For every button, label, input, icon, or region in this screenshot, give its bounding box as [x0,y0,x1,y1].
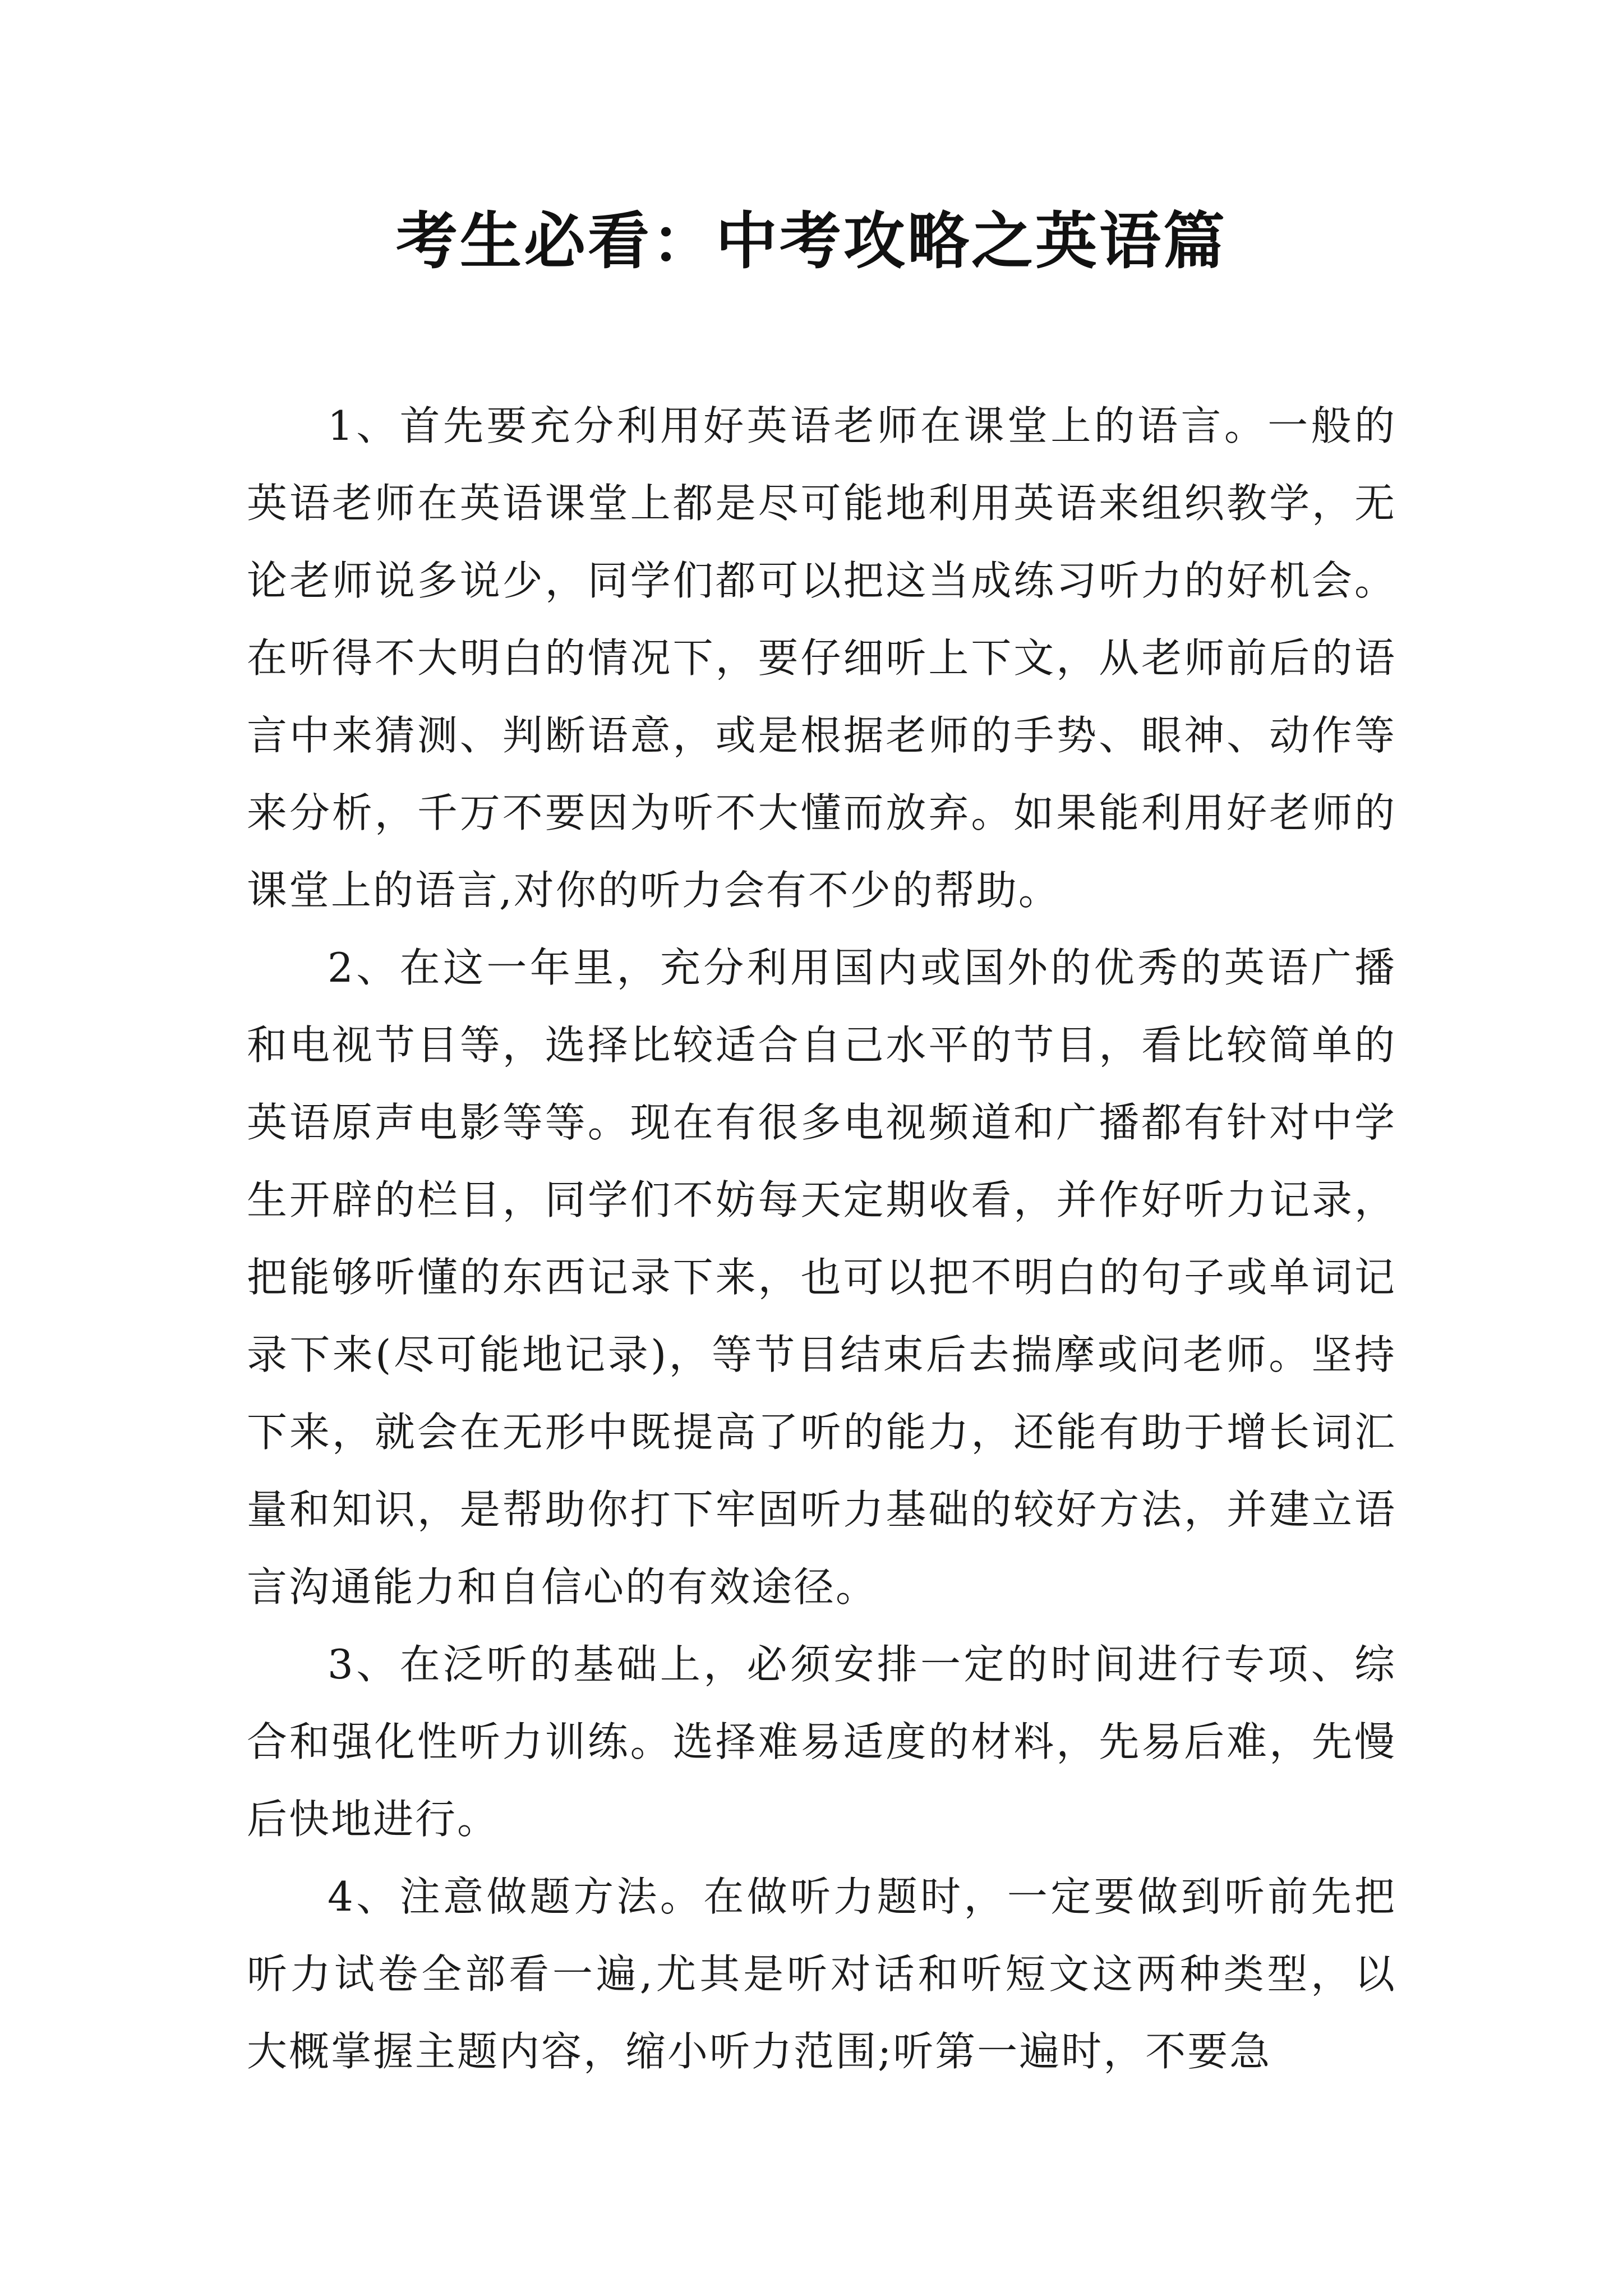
document-title: 考生必看：中考攻略之英语篇 [396,205,1227,277]
document-body [247,387,1396,2090]
paragraph-3: 3、在泛听的基础上，必须安排一定的时间进行专项、综合和强化性听力训练。选择难易适度的材料，先易后难，先慢后快地进行。 [247,1641,1396,1843]
paragraph-4: 4、注意做题方法。在做听力题时，一定要做到听前先把听力试卷全部看一遍,尤其是听对话和听短文这两种类型，以大概掌握主题内容，缩小听力范围;听第一遍时，不要急 [247,1873,1396,2075]
paragraph-2: 2、在这一年里，充分利用国内或国外的优秀的英语广播和电视节目等，选择比较适合自己水平的节目，看比较简单的英语原声电影等等。现在有很多电视频道和广播都有针对中学生开辟的栏目，同学们不妨每天定期收看，并作好听力记录，把能够听懂的东西记录下来，也可以把不明白的句子或单词记录下来(尽可能地记录)，等节目结束后去揣摩或问老师。坚持下来，就会在无形中既提高了听的能力，还能有助于增长词汇量和知识，是帮助你打下牢固听力基础的较好方法，并建立语言沟通能力和自信心的有效途径。 [247,944,1396,1611]
paragraph-1: 1、首先要充分利用好英语老师在课堂上的语言。一般的英语老师在英语课堂上都是尽可能地利用英语来组织教学，无论老师说多说少，同学们都可以把这当成练习听力的好机会。在听得不大明白的情况下，要仔细听上下文，从老师前后的语言中来猜测、判断语意，或是根据老师的手势、眼神、动作等来分析，千万不要因为听不大懂而放弃。如果能利用好老师的课堂上的语言,对你的听力会有不少的帮助。 [247,402,1396,914]
